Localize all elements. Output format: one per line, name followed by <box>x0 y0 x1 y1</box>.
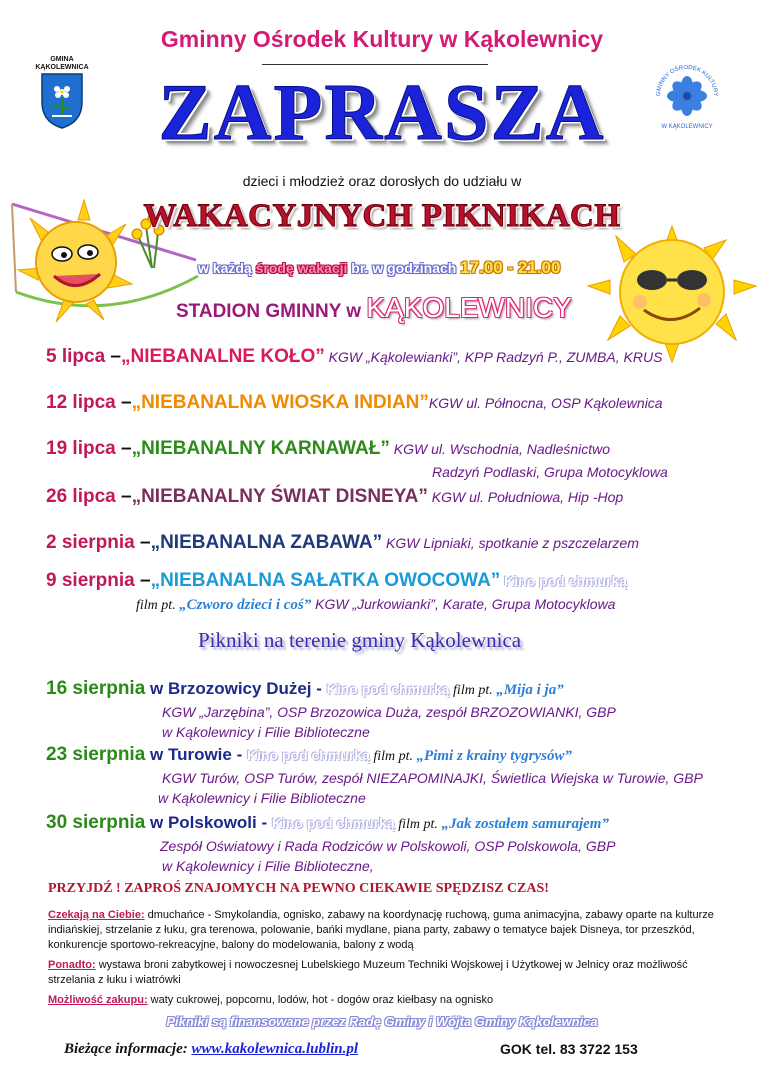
event-date: 16 sierpnia <box>46 678 146 699</box>
event-date: 5 lipca <box>46 346 106 367</box>
event-org: KGW „Jurkowianki”, Karate, Grupa Motocyklowa <box>311 596 616 612</box>
sun-sunglasses-illustration <box>586 224 760 364</box>
event-date: 12 lipca <box>46 392 116 413</box>
event-row <box>46 392 663 414</box>
event-org-continued: w Kąkolewnicy i Filie Biblioteczne, <box>162 858 374 874</box>
event-sep: – <box>115 392 132 413</box>
title-divider <box>262 64 488 65</box>
event-name: „NIEBANALNE KOŁO” <box>121 346 325 367</box>
event-sep: – <box>115 486 132 507</box>
event-date: 19 lipca <box>46 438 116 459</box>
venue-pre: STADION GMINNY w <box>176 301 367 322</box>
section-title-gmina: Pikniki na terenie gminy Kąkolewnica <box>198 628 522 652</box>
event-row <box>46 346 662 368</box>
event-date: 30 sierpnia <box>46 812 146 833</box>
event-title: WAKACYJNYCH PIKNIKACH <box>143 198 621 234</box>
venue-line <box>176 292 572 324</box>
attractions-text: dmuchańce - Smykolandia, ognisko, zabawy na koordynację ruchową, guma animacyjna, zabawy oparte na kulturze indiańskiej, strzelanie z łuku, gra terenowa, polowanie, bańki mydlane, piana party, zabawy o tematyce bajek Disneya, tor przeszkód, konkurencje sportowo-rekreacyjne, balony do modelowania, balony z wodą <box>48 909 714 951</box>
event-kino: Kino pod chmurką <box>500 573 628 589</box>
film-prefix: film pt. <box>394 817 442 832</box>
funding-note: Pikniki są finansowane przez Radę Gminy i Wójta Gminy Kąkolewnica <box>166 1014 598 1029</box>
event-name: „NIEBANALNY ŚWIAT DISNEYA” <box>131 486 428 507</box>
event-film-line <box>136 596 615 614</box>
event-org: KGW „Jarzębina”, OSP Brzozowica Duża, zespół BRZOZOWIANKI, GBP <box>162 704 616 720</box>
event-date: 2 sierpnia <box>46 532 135 553</box>
film-prefix: film pt. <box>136 598 180 613</box>
event-kino: Kino pod chmurką <box>326 681 450 697</box>
event-kino: Kino pod chmurką <box>271 815 395 831</box>
event-sep: – <box>134 570 151 591</box>
invite-line: dzieci i młodzież oraz dorosłych do udziału w <box>242 173 522 189</box>
hours-line <box>198 258 560 278</box>
sun-icon <box>586 224 760 364</box>
hours-pre: w każdą <box>198 260 256 276</box>
event-org: KGW ul. Wschodnia, Nadleśnictwo <box>389 441 611 457</box>
event-org: KGW „Kąkolewianki”, KPP Radzyń P., ZUMBA, KRUS <box>324 349 663 365</box>
event-kino: Kino pod chmurką <box>246 747 370 763</box>
gok-logo-bottom-text: W KĄKOLEWNICY <box>661 124 713 130</box>
event-org: KGW ul. Południowa, Hip -Hop <box>427 489 624 505</box>
hours-time: 17.00 - 21.00 <box>460 258 561 277</box>
film-prefix: film pt. <box>449 683 497 698</box>
hours-mid: br. w godzinach <box>347 260 461 276</box>
event-org-continued: w Kąkolewnicy i Filie Biblioteczne <box>158 790 366 806</box>
event-date: 23 sierpnia <box>46 744 146 765</box>
event-row <box>46 438 610 460</box>
extras-label: Ponadto: <box>48 959 96 971</box>
event-row <box>46 532 639 554</box>
event-dash: - <box>256 813 272 832</box>
gok-logo-ring-text: GMINNY OŚRODEK KULTURY <box>655 64 719 97</box>
footer-phone: GOK tel. 83 3722 153 <box>500 1041 638 1057</box>
footer-info-label: Bieżące informacje: <box>64 1041 192 1057</box>
website-link[interactable]: www.kakolewnica.lublin.pl <box>191 1041 359 1057</box>
film-title: „Czworo dzieci i coś” <box>179 597 312 613</box>
event-org: KGW ul. Północna, OSP Kąkolewnica <box>428 395 663 411</box>
event-date: 26 lipca <box>46 486 116 507</box>
event-place: w Turowie <box>145 745 232 764</box>
hours-day: środę wakacji <box>255 260 348 276</box>
event-row <box>46 486 623 508</box>
event-org-continued: Radzyń Podlaski, Grupa Motocyklowa <box>432 464 668 480</box>
call-to-action: PRZYJDŹ ! ZAPROŚ ZNAJOMYCH NA PEWNO CIEKAWIE SPĘDZISZ CZAS! <box>48 881 549 896</box>
film-prefix: film pt. <box>369 749 417 764</box>
purchase-paragraph <box>48 993 728 1008</box>
film-title: „Mija i ja” <box>496 682 564 698</box>
purchase-text: waty cukrowej, popcornu, lodów, hot - dogów oraz kiełbasy na ognisko <box>147 994 494 1006</box>
event-org: KGW Lipniaki, spotkanie z pszczelarzem <box>382 535 639 551</box>
event-name: „NIEBANALNA WIOSKA INDIAN” <box>131 392 429 413</box>
event-place: w Polskowoli <box>145 813 257 832</box>
gmina-logo-text-2: KĄKOLEWNICA <box>35 64 89 71</box>
footer-info <box>64 1041 358 1058</box>
gmina-logo-text-1: GMINA <box>50 56 74 63</box>
event-org: KGW Turów, OSP Turów, zespół NIEZAPOMINAJKI, Świetlica Wiejska w Turowie, GBP <box>162 770 703 786</box>
extras-paragraph <box>48 958 728 988</box>
village-event-row <box>46 678 564 700</box>
org-title: Gminny Ośrodek Kultury w Kąkolewnicy <box>160 26 604 52</box>
event-dash: - <box>311 679 327 698</box>
event-date: 9 sierpnia <box>46 570 135 591</box>
event-dash: - <box>231 745 247 764</box>
event-name: „NIEBANALNA SAŁATKA OWOCOWA” <box>150 570 501 591</box>
venue-town: KĄKOLEWNICY <box>366 292 572 323</box>
event-sep: – <box>134 532 151 553</box>
village-event-row <box>46 812 609 834</box>
attractions-paragraph <box>48 908 728 953</box>
event-name: „NIEBANALNA ZABAWA” <box>150 532 383 553</box>
film-title: „Pimi z krainy tygrysów” <box>416 748 572 764</box>
event-org-continued: w Kąkolewnicy i Filie Biblioteczne <box>162 724 370 740</box>
event-sep: – <box>115 438 132 459</box>
event-place: w Brzozowicy Dużej <box>145 679 312 698</box>
event-org: Zespół Oświatowy i Rada Rodziców w Polskowoli, OSP Polskowola, GBP <box>160 838 616 854</box>
extras-text: wystawa broni zabytkowej i nowoczesnej Lubelskiego Muzeum Techniki Wojskowej i Użytkowej w Jelnicy oraz możliwość strzelania z łuku i wiatrówki <box>48 959 688 986</box>
event-name: „NIEBANALNY KARNAWAŁ” <box>131 438 390 459</box>
purchase-label: Możliwość zakupu: <box>48 994 148 1006</box>
event-sep: – <box>105 346 122 367</box>
village-event-row <box>46 744 572 766</box>
film-title: „Jak zostałem samurajem” <box>441 816 609 832</box>
attractions-label: Czekają na Ciebie: <box>48 909 145 921</box>
headline-zaprasza: ZAPRASZA <box>158 69 606 157</box>
event-row <box>46 570 627 592</box>
